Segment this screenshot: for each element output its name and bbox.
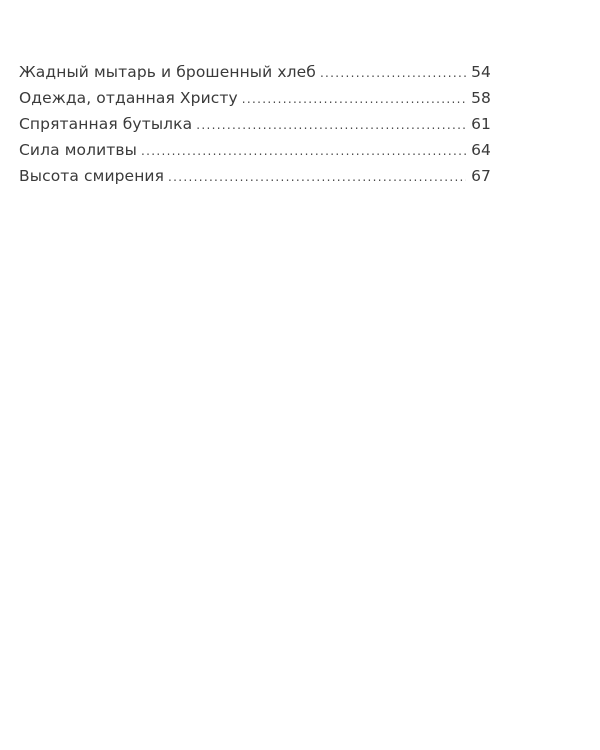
toc-entry-page: 67	[471, 167, 491, 185]
toc-entry-title: Сила молитвы	[19, 141, 137, 159]
table-of-contents	[19, 63, 491, 193]
toc-entry	[19, 141, 491, 167]
toc-entry	[19, 89, 491, 115]
toc-entry	[19, 63, 491, 89]
toc-dot-leader	[196, 118, 466, 132]
toc-dot-leader	[242, 92, 466, 106]
toc-dot-leader	[141, 144, 466, 158]
toc-entry-title: Высота смирения	[19, 167, 165, 185]
toc-entry-title: Жадный мытарь и брошенный хлеб	[19, 63, 316, 81]
toc-entry-title: Спрятанная бутылка	[19, 115, 193, 133]
toc-dot-leader	[320, 66, 466, 80]
toc-entry-page: 54	[471, 63, 491, 81]
toc-entry-page: 58	[471, 89, 491, 107]
toc-dot-leader	[168, 170, 466, 184]
toc-entry-title: Одежда, отданная Христу	[19, 89, 238, 107]
toc-entry-page: 61	[471, 115, 491, 133]
toc-entry-page: 64	[471, 141, 491, 159]
toc-entry	[19, 167, 491, 193]
toc-entry	[19, 115, 491, 141]
